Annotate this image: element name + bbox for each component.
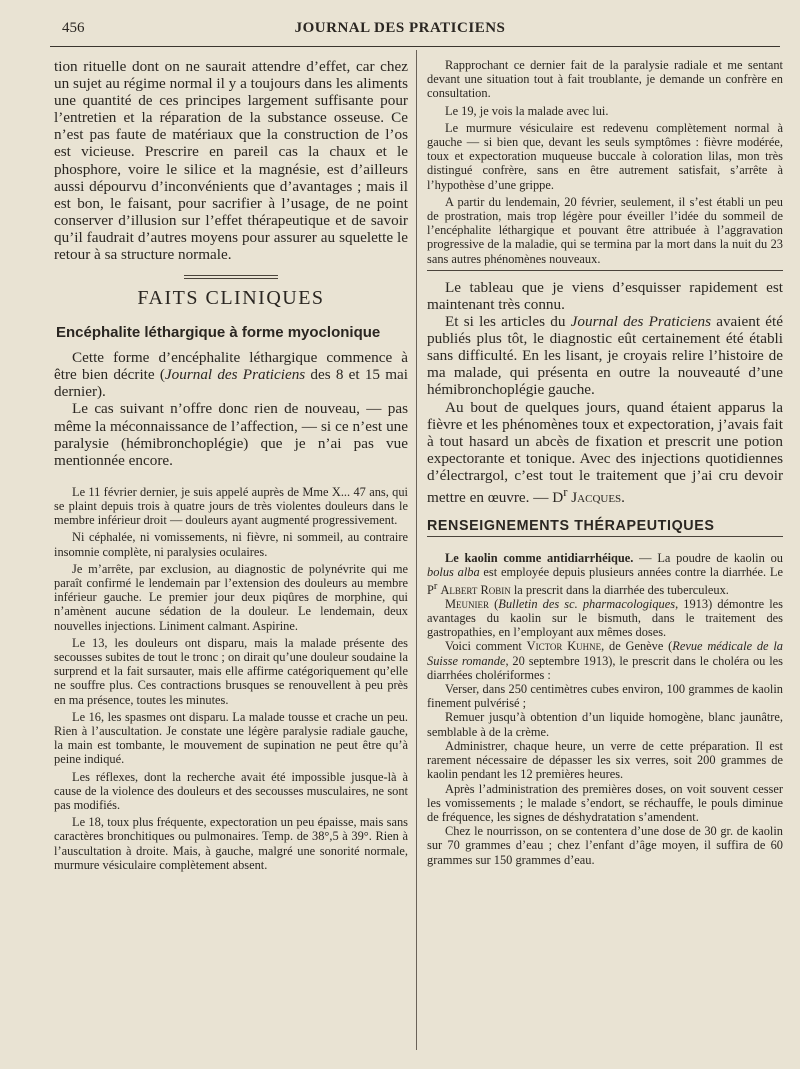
section-separator xyxy=(54,271,408,285)
subheading-kaolin: Le kaolin comme antidiarrhéique. xyxy=(445,551,634,566)
section-rule xyxy=(427,536,783,537)
section-title-therapeutics: RENSEIGNEMENTS THÉRAPEUTIQUES xyxy=(427,518,715,535)
conclusion-paragraph: Au bout de quelques jours, quand étaient apparus la fièvre et les phénomènes toux et expectoration, j’avais fait à tout hasard un abcès de fixation et prescrit une potion expectorante et tonique. Avec des injections quotidiennes d’électrargol, c’est tout le traitement que j’ai cru devoir mettre en œuvre. — $D^r$ Jacques. xyxy=(427,398,783,507)
therapeutics-paragraph: Administrer, chaque heure, un verre de cette préparation. Il est rarement nécessaire de dépasser les six verres, soit 200 grammes de kaolin pendant les 12 premières heures. xyxy=(427,738,783,782)
case-paragraph: A partir du lendemain, 20 février, seulement, il s’est établi un peu de prostration, mais trop légère pour éveiller l’idée du sommeil de l’encéphalite léthargique et pouvant être attribuée à l’aggravation progressive de la maladie, qui se termina par la mort dans la nuit du 23 sans autres phénomènes nouveaux. xyxy=(427,194,783,266)
case-paragraph: Le 16, les spasmes ont disparu. La malade tousse et crache un peu. Rien à l’auscultation. Je constate une légère paralysie radiale gauche, la main est tombante, le mouvement de supination ne peut être qu’à peine indiqué. xyxy=(54,709,408,767)
page-header xyxy=(0,16,800,44)
case-paragraph: Le 11 février dernier, je suis appelé auprès de Mme X... 47 ans, qui se plaint depuis trois à quatre jours de très violentes douleurs dans le membre inférieur droit — douleurs ayant augmenté progressivement. xyxy=(54,484,408,528)
article-paragraph: Cette forme d’encéphalite léthargique commence à être bien décrite (Journal des Praticiens des 8 et 15 mai dernier). xyxy=(54,349,408,401)
author-signature: Jacques. xyxy=(571,489,625,507)
case-paragraph: Le 19, je vois la malade avec lui. xyxy=(445,103,609,118)
left-column xyxy=(54,58,408,872)
page-number: 456 xyxy=(62,20,85,36)
case-paragraph: Je m’arrête, par exclusion, au diagnostic de polynévrite qui me paraît confirmé le lendemain par l’extension des douleurs au membre inférieur gauche. Le premier jour deux piqûres de morphine, qui n’amènent aucune sédation de la douleur. Le lendemain, deux nouvelles injections. Liniment calmant. Aspirine. xyxy=(54,561,408,633)
case-paragraph: Les réflexes, dont la recherche avait été impossible jusque-là à cause de la violence des douleurs et des secousses musculaires, ne sont pas modifiés. xyxy=(54,769,408,813)
header-rule xyxy=(50,46,780,47)
case-paragraph: Rapprochant ce dernier fait de la paralysie radiale et me sentant devant une situation tout à fait troublante, je demande un confrère en consultation. xyxy=(427,58,783,101)
article-paragraph: Le cas suivant n’offre donc rien de nouveau, — pas même la méconnaissance de l’affection, — si ce n’est une paralysie (hémibronchoplégie) que je n’ai pas vue mentionnée encore. xyxy=(54,400,408,469)
therapeutics-paragraph: Le kaolin comme antidiarrhéique. — La poudre de kaolin ou bolus alba est employée depuis plusieurs années contre la diarrhée. Le $P^r$ Albert Robin la prescrit dans la diarrhée des tuberculeux. xyxy=(427,551,783,597)
therapeutics-paragraph: Chez le nourrisson, on se contentera d’une dose de 30 gr. de kaolin sur 70 grammes d’eau ; chez l’enfant d’âge moyen, il suffira de 60 grammes sur 150 grammes d’eau. xyxy=(427,824,783,867)
therapeutics-paragraph: Après l’administration des premières doses, on voit souvent cesser les vomissements ; le malade s’endort, se réchauffe, le pouls diminue de fréquence, les signes de déshydratation s’amendent. xyxy=(427,781,783,824)
conclusion-paragraph: Et si les articles du Journal des Praticiens avaient été publiés plus tôt, le diagnostic eût certainement été établi sans difficulté. En les lisant, je croyais relire l’histoire de ma malade, qui présenta en outre la nouveauté d’une hémibronchoplégie gauche. xyxy=(427,313,783,399)
therapeutics-paragraph: Verser, dans 250 centimètres cubes environ, 100 grammes de kaolin finement pulvérisé ; xyxy=(427,682,783,711)
journal-reference: Journal des Praticiens xyxy=(164,366,306,384)
journal-reference: Journal des Praticiens xyxy=(570,313,711,331)
paragraph-rule xyxy=(427,270,783,271)
right-column xyxy=(427,58,783,867)
running-title: JOURNAL DES PRATICIENS xyxy=(294,20,506,36)
section-title: FAITS CLINIQUES xyxy=(137,287,325,310)
therapeutics-paragraph: Voici comment Victor Kuhne, de Genève (Revue médicale de la Suisse romande, 20 septembre 1913), le prescrit dans le choléra ou les diarrhées cholériformes : xyxy=(427,639,783,682)
case-paragraph: Le 18, toux plus fréquente, expectoration un peu épaisse, mais sans caractères bronchitiques ou pulmonaires. Temp. de 38°,5 à 39°. Rien à l’auscultation à droite. Mais, à gauche, malgré une sonorité normale, murmure vésiculaire complètement absent. xyxy=(54,815,408,872)
case-paragraph: Ni céphalée, ni vomissements, ni fièvre, ni sommeil, au contraire insomnie complète, ni paralysies oculaires. xyxy=(54,530,408,559)
intro-paragraph: tion rituelle dont on ne saurait attendre d’effet, car chez un sujet au régime normal il y a toujours dans les aliments une quantité de ces principes largement suffisante pour l’entretien et la réparation de la substance osseuse. Ce n’est pas faute de matériaux que la construction de l’os est vicieuse. Prescrire en pareil cas la chaux et le phosphore, voire le silice et la magnésie, est d’ailleurs aussi dépourvu d’inconvénients que d’avantages ; mais il est bon, le faisant, pour sacrifier à l’usage, de ne point conserver d’illusion sur l’effet thérapeutique et de savoir qu’il faudrait d’autres moyens pour assurer au squelette le retour à sa structure normale. xyxy=(54,58,408,264)
article-title: Encéphalite léthargique à forme myoclonique xyxy=(56,324,381,342)
case-paragraph: Le murmure vésiculaire est redevenu complètement normal à gauche — si bien que, devant les seuls symptômes : fièvre modérée, toux et expectoration muqueuse buccale à coloration lilas, mon très distingué confrère, sans en être autrement satisfait, s’arrête à l’hypothèse d’une grippe. xyxy=(427,120,783,192)
therapeutics-paragraph: Meunier (Bulletin des sc. pharmacologiques, 1913) démontre les avantages du kaolin sur le bismuth, dans le traitement des gastropathies, en l’employant aux mêmes doses. xyxy=(427,596,783,640)
column-divider xyxy=(416,50,417,1050)
therapeutics-paragraph: Remuer jusqu’à obtention d’un liquide homogène, blanc jaunâtre, semblable à de la crème. xyxy=(427,710,783,739)
conclusion-paragraph: Le tableau que je viens d’esquisser rapidement est maintenant très connu. xyxy=(427,278,783,313)
case-paragraph: Le 13, les douleurs ont disparu, mais la malade présente des secousses subites de tout le tronc ; on dirait qu’une douleur soudaine la surprend et la fait sursauter, mais elle affirme catégoriquement qu’elle ne souffre plus. Ces contractions brusques se renouvellent à peu près en ma présence, toutes les minutes. xyxy=(54,635,408,707)
